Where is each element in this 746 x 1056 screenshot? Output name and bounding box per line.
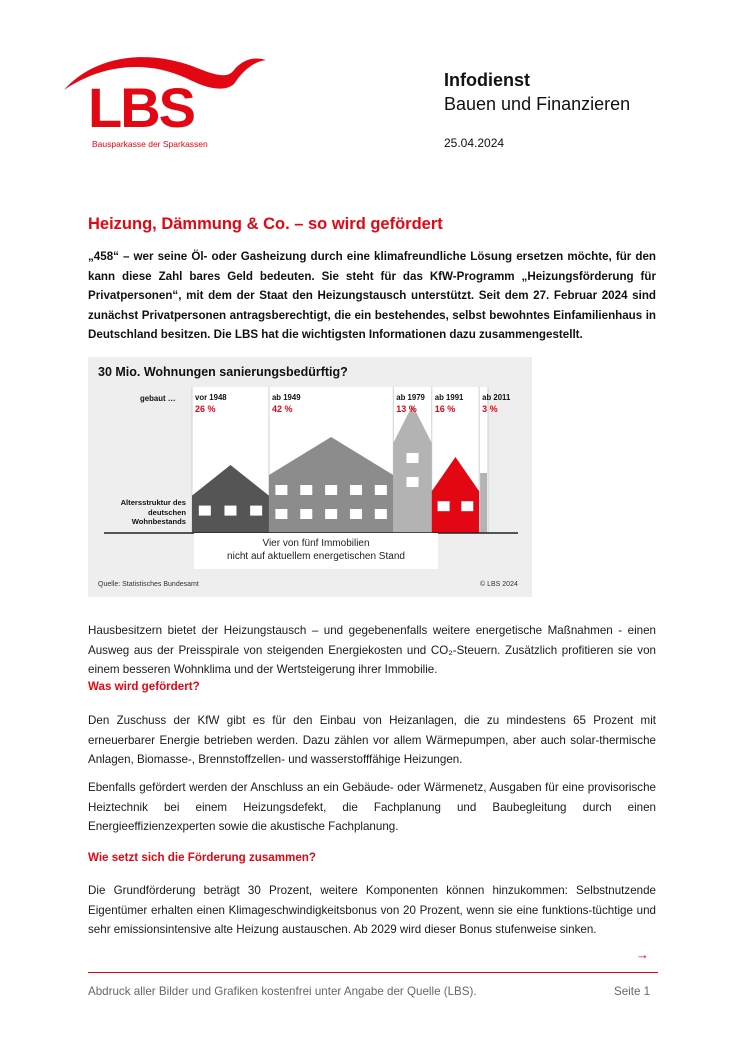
paragraph-also: Ebenfalls gefördert werden der Anschluss an ein Gebäude- oder Wärmenetz, Ausgaben für eine provisorische Heiztechnik bei einem Heizungsdefekt, die Fachplanung und Baubegleitung durch einen Energieeffizienzexperten sowie die akustische Fachplanung. [88, 781, 656, 834]
logo-wordmark: LBS [88, 76, 194, 139]
paragraph-how: Die Grundförderung beträgt 30 Prozent, weitere Komponenten können hinzukommen: Selbstnutzende Eigentümer erhalten einen Klimageschwindigkeitsbonus von 20 Prozent, wenn sie eine funktions-tüchtige und sehr emissionsintensive alte Heizung austauschen. Ab 2029 wird dieser Bonus stufenweise sinken. [88, 884, 656, 937]
figure-title: 30 Mio. Wohnungen sanierungsbedürftig? [98, 365, 348, 379]
window-3-0 [438, 501, 450, 511]
value-label-1: 42 % [271, 404, 293, 414]
window-0-0 [199, 506, 211, 516]
category-label-1: ab 1949 [271, 393, 301, 402]
subheading-how: Wie setzt sich die Förderung zusammen? [88, 851, 316, 864]
subheading-what: Was wird gefördert? [88, 680, 200, 693]
page-number: Seite 1 [614, 985, 651, 998]
figure-source: Quelle: Statistisches Bundesamt [98, 581, 199, 588]
window-low-1-1 [300, 509, 312, 519]
window-low-1-4 [375, 509, 387, 519]
bar-4 [480, 473, 487, 533]
window-0-2 [250, 506, 262, 516]
window-1-4 [375, 485, 387, 495]
logo-tagline: Bausparkasse der Sparkassen [92, 139, 208, 149]
footer-divider [88, 972, 658, 973]
window-low-1-3 [350, 509, 362, 519]
infographic [88, 357, 532, 597]
caption-line-1: Vier von fünf Immobilien [262, 538, 370, 549]
footer-note: Abdruck aller Bilder und Grafiken kostenfrei unter Angabe der Quelle (LBS). [88, 985, 477, 998]
next-page-arrow-icon[interactable]: → [636, 947, 649, 962]
window-low-2-0 [407, 477, 419, 487]
window-1-1 [300, 485, 312, 495]
article-headline: Heizung, Dämmung & Co. – so wird gefördert [88, 215, 443, 233]
value-label-3: 16 % [434, 404, 456, 414]
category-label-3: ab 1991 [434, 393, 464, 402]
header-subtitle: Bauen und Finanzieren [444, 94, 631, 114]
built-label: gebaut … [140, 394, 176, 403]
header-date: 25.04.2024 [444, 136, 505, 150]
window-2-0 [407, 453, 419, 463]
article-lead: „458“ – wer seine Öl- oder Gasheizung durch eine klimafreundliche Lösung ersetzen möchte, für den kann diese Zahl bares Geld bedeuten. Sie steht für das KfW-Programm „Heizungsförderung für Privatpersonen“, mit dem der Staat den Heizungstausch unterstützt. Seit dem 27. Februar 2024 sind zunächst Privatpersonen antragsberechtigt, die ein bestehendes, selbst bewohntes Einfamilienhaus in Deutschland besitzen. Die LBS hat die wichtigsten Informationen dazu zusammengestellt. [88, 250, 656, 342]
category-label-4: ab 2011 [482, 393, 511, 402]
category-label-2: ab 1979 [396, 393, 425, 402]
figure-copyright: © LBS 2024 [480, 581, 518, 588]
window-1-3 [350, 485, 362, 495]
window-low-1-2 [325, 509, 337, 519]
header-title: Infodienst [444, 70, 530, 90]
value-label-4: 3 % [482, 404, 498, 414]
window-3-1 [461, 501, 473, 511]
value-label-0: 26 % [195, 404, 216, 414]
paragraph-what: Den Zuschuss der KfW gibt es für den Einbau von Heizanlagen, die zu mindestens 65 Prozent mit erneuerbarer Energie betrieben werden. Dazu zählen vor allem Wärmepumpen, aber auch solar-thermische Anlagen, Biomasse-, Brennstoffzellen- und wasserstofffähige Heizungen. [88, 714, 656, 767]
figure-caption [196, 537, 436, 563]
paragraph-intro: Hausbesitzern bietet der Heizungstausch – und gegebenenfalls weitere energetische Maßnahmen - einen Ausweg aus der Preisspirale von steigenden Energiekosten und CO₂-Steuern. Zusätzlich profitieren sie von einem besseren Wohnklima und der Wertsteigerung ihrer Immobilie. [88, 624, 656, 677]
window-low-1-0 [275, 509, 287, 519]
value-label-2: 13 % [396, 404, 417, 414]
category-label-0: vor 1948 [195, 393, 227, 402]
window-1-0 [275, 485, 287, 495]
window-0-1 [224, 506, 236, 516]
caption-line-2: nicht auf aktuellem energetischen Stand [227, 551, 405, 562]
window-1-2 [325, 485, 337, 495]
age-structure-label: Altersstruktur des deutschen Wohnbestands [120, 498, 186, 527]
